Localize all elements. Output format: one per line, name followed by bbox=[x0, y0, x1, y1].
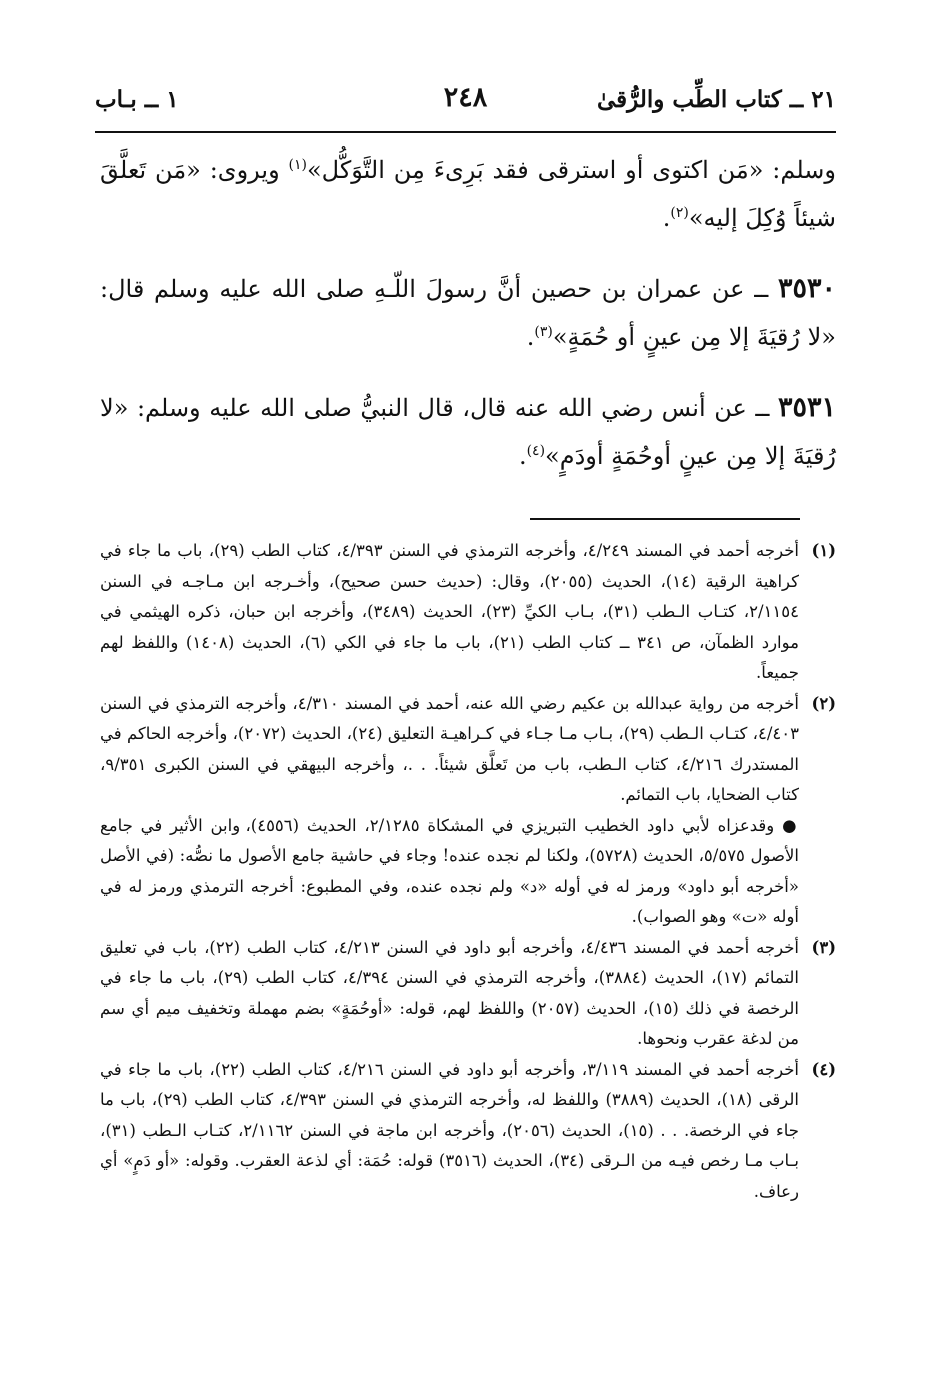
footnote-ref: (٤) bbox=[526, 443, 546, 459]
hadith-number: ٣٥٣١ bbox=[777, 392, 836, 423]
bullet-icon: ● bbox=[782, 815, 799, 835]
footnote-number: (١) bbox=[811, 541, 836, 560]
footnote-4 bbox=[100, 1055, 836, 1208]
footnote-number: (٣) bbox=[811, 937, 836, 957]
footnote-number: (٢) bbox=[811, 693, 836, 713]
page-number: ٢٤٨ bbox=[443, 82, 488, 113]
footnote-ref: (٢) bbox=[670, 205, 689, 221]
header-divider bbox=[95, 131, 836, 133]
footnote-text: أخرجه أحمد في المسند ٤/٢٤٩، وأخرجه الترمذي في السنن ٤/٣٩٣، كتاب الطب (٢٩)، باب ما جاء في كراهية الرقية (١٤)، الحديث (٢٠٥٥)، وقال: (حديث حسن صحيح)، وأخـرجه ابن مـاجـه في السنن ٢/١١٥٤، كتـاب الـطب (٣١)، بـاب الكيِّ (٢٣)، الحديث (٣٤٨٩)، وأخرجه ابن حبان، ذكره الهيثمي في موارد الظمآن، ص ٣٤١ ــ كتاب الطب (٢١)، باب ما جاء في الكي (٦)، الحديث (١٤٠٨) واللفظ لهم جميعاً. bbox=[100, 541, 799, 682]
running-header bbox=[95, 82, 836, 122]
paragraph-continuation bbox=[100, 146, 836, 242]
footnote-text: أخرجه أحمد في المسند ٤/٤٣٦، وأخرجه أبو داود في السنن ٤/٢١٣، كتاب الطب (٢٢)، باب في تعليق التمائم (١٧)، الحديث (٣٨٨٤)، وأخرجه الترمذي في السنن ٤/٣٩٤، كتاب الطب (٢٩)، باب ما جاء في الرخصة في ذلك (١٥)، الحديث (٢٠٥٧) واللفظ لهم، قوله: «أوحُمَةٍ» بضم مهملة وتخفيف ميم أي سم من لدغة عقرب ونحوها. bbox=[100, 937, 800, 1048]
footnote-2 bbox=[100, 689, 836, 933]
hadith-3530 bbox=[100, 265, 836, 361]
text-segment: وسلم: «مَن اكتوى أو استرقى فقد بَرِىءَ مِن التَّوَكُّل» bbox=[307, 156, 836, 184]
hadith-text: ــ عن أنس رضي الله عنه قال، قال النبيُّ صلى الله عليه وسلم: «لا رُقيَةَ إلا مِن عينٍ أوحُمَةٍ أودَمٍ» bbox=[100, 394, 836, 470]
footnote-number: (٤) bbox=[811, 1059, 836, 1079]
footnote-text: أخرجه أحمد في المسند ٣/١١٩، وأخرجه أبو داود في السنن ٤/٢١٦، كتاب الطب (٢٢)، باب ما جاء في الرقى (١٨)، الحديث (٣٨٨٩) واللفظ له، وأخرجه الترمذي في السنن ٤/٣٩٣، كتاب الطب (٢٩)، باب ما جاء في الرخصة. . . (١٥)، الحديث (٢٠٥٦)، وأخرجه ابن ماجة في السنن ٢/١١٦٢، كتـاب الـطب (٣١)، بـاب مـا رخص فيـه من الـرقى (٣٤)، الحديث (٣٥١٦) قوله: حُمَة: أي لذعة العقرب. وقوله: «أو دَمٍ» أي رعاف. bbox=[100, 1059, 799, 1201]
footnote-text: أخرجه من رواية عبدالله بن عكيم رضي الله عنه، أحمد في المسند ٤/٣١٠، وأخرجه الترمذي في السنن ٤/٤٠٣، كتـاب الـطب (٢٩)، بـاب مـا جـاء في كـراهيـة التعليق (٢٤)، الحديث (٢٠٧٢)، وأخرجه الحاكم في المستدرك ٤/٢١٦، كتاب الـطب، باب من تَعلَّق شيئاً. . .، وأخرجه البيهقي في السنن الكبرى ٩/٣٥١، كتاب الضحايا، باب التمائم. bbox=[100, 693, 799, 804]
main-text bbox=[100, 146, 836, 503]
hadith-3531 bbox=[100, 384, 836, 480]
section-title: ١ ــ بـاب bbox=[95, 86, 179, 113]
footnote-divider bbox=[530, 518, 800, 520]
chapter-title: ٢١ ــ كتاب الطِّب والرُّقىٰ bbox=[597, 86, 836, 113]
footnote-note bbox=[100, 811, 799, 933]
text-segment: . bbox=[662, 204, 671, 232]
footnote-note-text: وقدعزاه لأبي داود الخطيب التبريزي في المشكاة ٢/١٢٨٥، الحديث (٤٥٥٦)، وابن الأثير في جامع الأصول ٥/٥٧٥، الحديث (٥٧٢٨)، ولكنا لم نجده عنده! وجاء في حاشية جامع الأصول ما نصُّه: (في الأصل «أخرجه أبو داود» ورمز له في أوله «د» ولم نجده عنده، وفي المطبوع: أخرجه الترمذي ورمز له في أوله «ت» وهو الصواب). bbox=[100, 815, 799, 926]
footnote-ref: (١) bbox=[288, 157, 307, 173]
hadith-number: ٣٥٣٠ bbox=[777, 273, 836, 304]
footnote-ref: (٣) bbox=[534, 324, 553, 340]
text-segment: ويروى: «مَن تَعلَّقَ شيئاً وُكِلَ إليه» bbox=[100, 156, 836, 232]
text-segment: . bbox=[518, 442, 527, 470]
text-segment: . bbox=[526, 323, 535, 351]
footnotes bbox=[100, 536, 836, 1207]
footnote-3 bbox=[100, 933, 836, 1055]
hadith-text: ــ عن عمران بن حصين أنَّ رسولَ اللّـهِ صلى الله عليه وسلم قال: «لا رُقيَةَ إلا مِن عينٍ أو حُمَةٍ» bbox=[100, 275, 836, 351]
footnote-1 bbox=[100, 536, 836, 689]
